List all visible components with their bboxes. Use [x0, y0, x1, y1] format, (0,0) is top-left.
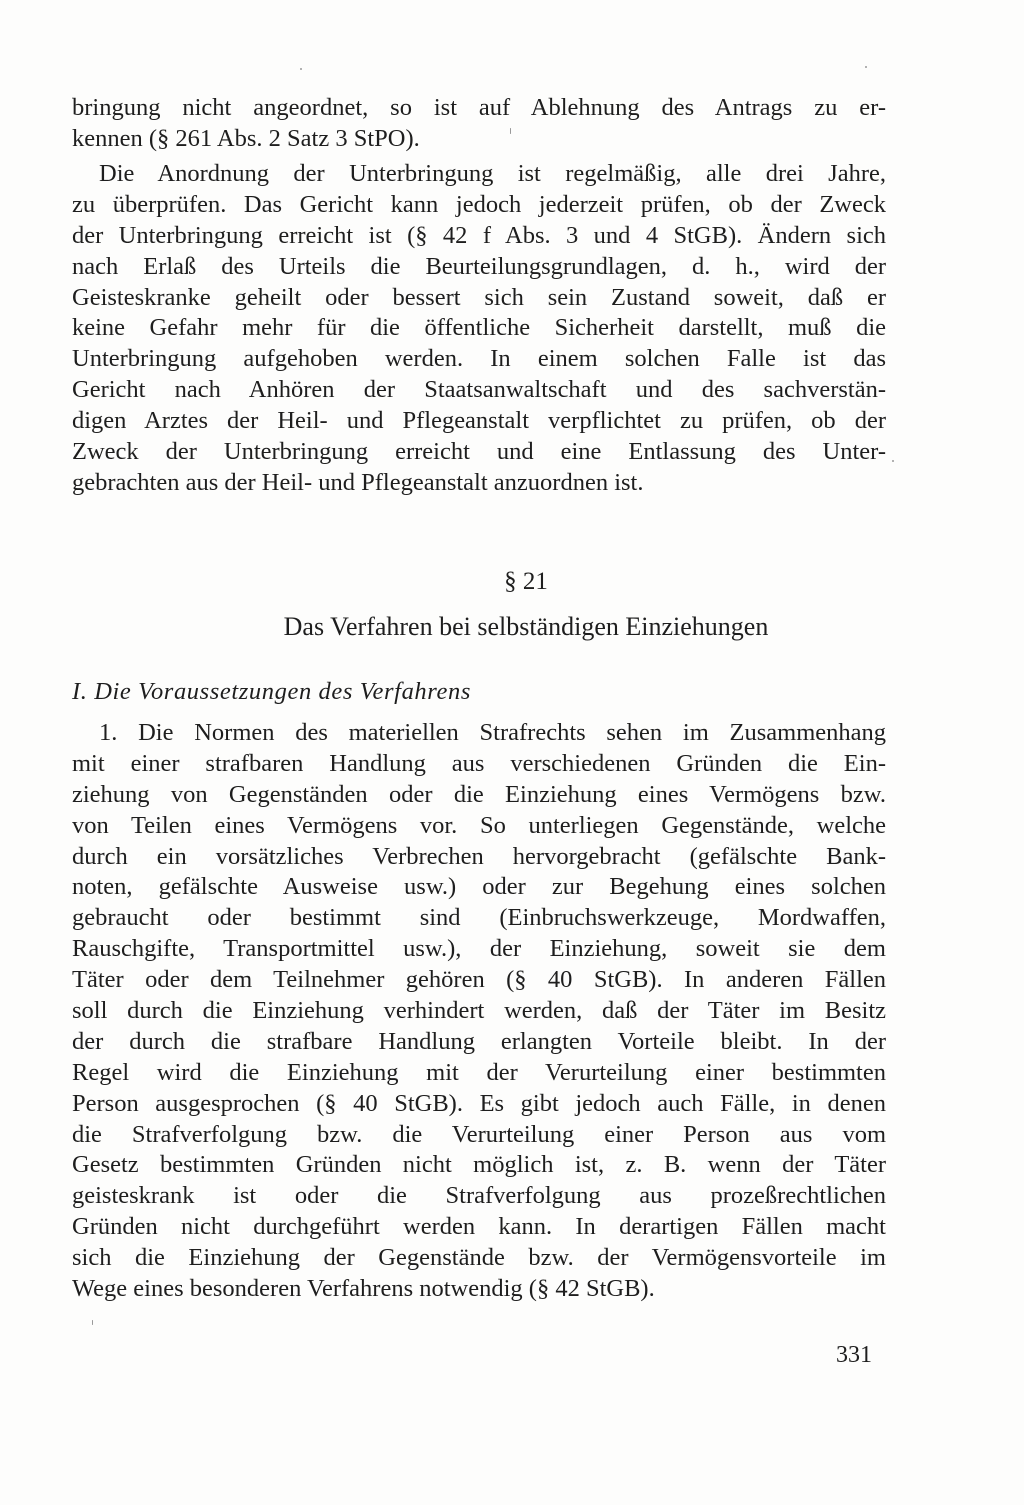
scan-speck: [300, 68, 302, 70]
text-line: die Strafverfolgung bzw. die Verurteilung einer Person aus vom: [72, 1120, 886, 1148]
page-number: 331: [836, 1342, 872, 1368]
text-line: Unterbringung aufgehoben werden. In einem solchen Falle ist das: [72, 345, 886, 373]
text-line: Gericht nach Anhören der Staatsanwaltschaft und des sachverstän-: [72, 376, 886, 404]
text-line: geisteskrank ist oder die Strafverfolgung aus prozeßrechtlichen: [72, 1182, 886, 1210]
text-line: Zweck der Unterbringung erreicht und eine Entlassung des Unter-: [72, 438, 886, 466]
text-line: nach Erlaß des Urteils die Beurteilungsgrundlagen, d. h., wird der: [72, 252, 886, 280]
text-line: Person ausgesprochen (§ 40 StGB). Es gibt jedoch auch Fälle, in denen: [72, 1089, 886, 1117]
text-line: keine Gefahr mehr für die öffentliche Sicherheit darstellt, muß die: [72, 314, 886, 342]
text-line: gebraucht oder bestimmt sind (Einbruchswerkzeuge, Mordwaffen,: [72, 904, 886, 932]
text-line: von Teilen eines Vermögens vor. So unterliegen Gegenstände, welche: [72, 811, 886, 839]
scan-speck: [92, 1320, 93, 1325]
text-line: Gründen nicht durchgeführt werden kann. In derartigen Fällen macht: [72, 1213, 886, 1241]
section-title: Das Verfahren bei selbständigen Einziehungen: [283, 612, 769, 641]
text-line: durch ein vorsätzliches Verbrechen hervorgebracht (gefälschte Bank-: [72, 842, 886, 870]
text-line: ziehung von Gegenständen oder die Einziehung eines Vermögens bzw.: [72, 780, 886, 808]
text-line: Die Anordnung der Unterbringung ist regelmäßig, alle drei Jahre,: [99, 160, 886, 187]
text-line: sich die Einziehung der Gegenstände bzw. der Vermögensvorteile im: [72, 1244, 886, 1272]
text-line: mit einer strafbaren Handlung aus verschiedenen Gründen die Ein-: [72, 749, 886, 777]
scan-speck: [865, 66, 867, 68]
text-line: Rauschgifte, Transportmittel usw.), der Einziehung, soweit sie dem: [72, 935, 886, 963]
scan-speck: [892, 460, 894, 462]
paragraph-top: [72, 93, 886, 155]
paragraph-review: [72, 159, 886, 499]
text-line: zu überprüfen. Das Gericht kann jedoch jederzeit prüfen, ob der Zweck: [72, 190, 886, 218]
text-line: Täter oder dem Teilnehmer gehören (§ 40 StGB). In anderen Fällen: [72, 966, 886, 994]
text-line: noten, gefälschte Ausweise usw.) oder zur Begehung eines solchen: [72, 873, 886, 901]
text-line: 1. Die Normen des materiellen Strafrechts sehen im Zusammenhang: [99, 719, 886, 746]
section-number: § 21: [504, 568, 548, 595]
text-line: kennen (§ 261 Abs. 2 Satz 3 StPO).: [72, 124, 420, 152]
text-line: Geisteskranke geheilt oder bessert sich sein Zustand soweit, daß er: [72, 283, 886, 311]
text-line: Wege eines besonderen Verfahrens notwendig (§ 42 StGB).: [72, 1275, 655, 1303]
text-line: digen Arztes der Heil- und Pflegeanstalt verpflichtet zu prüfen, ob der: [72, 407, 886, 435]
text-line: der Unterbringung erreicht ist (§ 42 f Abs. 3 und 4 StGB). Ändern sich: [72, 221, 886, 249]
text-line: soll durch die Einziehung verhindert werden, daß der Täter im Besitz: [72, 997, 886, 1025]
subheading: I. Die Voraussetzungen des Verfahrens: [72, 678, 471, 705]
text-line: der durch die strafbare Handlung erlangten Vorteile bleibt. In der: [72, 1027, 886, 1055]
text-line: Regel wird die Einziehung mit der Verurteilung einer bestimmten: [72, 1058, 886, 1086]
text-line: bringung nicht angeordnet, so ist auf Ablehnung des Antrags zu er-: [72, 94, 886, 121]
text-line: gebrachten aus der Heil- und Pflegeanstalt anzuordnen ist.: [72, 468, 644, 496]
text-line: Gesetz bestimmten Gründen nicht möglich ist, z. B. wenn der Täter: [72, 1151, 886, 1179]
paragraph-norms: [72, 718, 886, 1305]
